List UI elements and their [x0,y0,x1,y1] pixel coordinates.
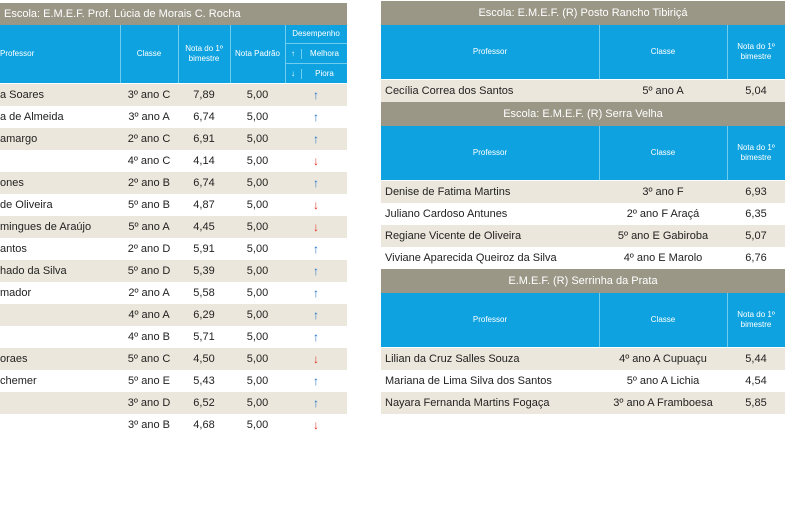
table-row [0,282,347,304]
table-row [381,348,785,370]
cell-nota-padrao: 5,00 [246,309,269,321]
cell-classe: 3º ano D [127,397,171,409]
cell-professor: mingues de Araújo [0,221,92,233]
arrow-up-icon: ↑ [313,396,319,410]
arrow-up-icon: ↑ [313,264,319,278]
table-row [381,247,785,269]
cell-professor: Viviane Aparecida Queiroz da Silva [385,252,557,264]
table-header [381,126,785,181]
cell-nota: 6,76 [745,252,767,264]
cell-nota-padrao: 5,00 [246,221,269,233]
arrow-up-icon: ↑ [313,132,319,146]
cell-classe: 5º ano A [642,85,684,97]
cell-nota: 5,44 [745,353,767,365]
cell-nota: 6,52 [193,397,215,409]
cell-professor: hado da Silva [0,265,67,277]
cell-professor: Denise de Fatima Martins [385,186,511,198]
cell-nota-padrao: 5,00 [246,353,269,365]
cell-classe: 5º ano B [128,199,170,211]
school-title: Escola: E.M.E.F. Prof. Lúcia de Morais C. Rocha [0,3,347,25]
school-block [381,1,785,102]
table-row [0,172,347,194]
cell-nota: 6,93 [745,186,767,198]
arrow-down-icon: ↓ [313,418,319,432]
table-header [381,25,785,80]
table-row [381,392,785,414]
table-row [0,304,347,326]
cell-classe: 5º ano D [127,265,171,277]
header-nota1: Nota do 1º bimestre [727,126,785,180]
cell-classe: 2º ano D [127,243,171,255]
cell-professor: Cecília Correa dos Santos [385,85,514,97]
arrow-up-icon: ↑ [313,110,319,124]
cell-nota: 5,85 [745,397,767,409]
header-nota1: Nota do 1º bimestre [727,293,785,347]
arrow-up-icon: ↑ [313,286,319,300]
cell-nota-padrao: 5,00 [246,199,269,211]
cell-professor [0,392,118,414]
cell-professor [0,414,118,436]
cell-professor [0,304,118,326]
table-row [381,225,785,247]
cell-nota-padrao: 5,00 [246,287,269,299]
header-professor: Professor [381,293,600,347]
header-classe: Classe [599,293,728,347]
cell-nota: 5,07 [745,230,767,242]
cell-nota: 5,39 [193,265,215,277]
table-header [381,293,785,348]
cell-nota-padrao: 5,00 [246,89,269,101]
cell-nota: 5,71 [193,331,215,343]
arrow-down-icon: ↓ [313,154,319,168]
cell-nota: 6,91 [193,133,215,145]
cell-professor: oraes [0,353,28,365]
table-row [0,128,347,150]
school-title: E.M.E.F. (R) Serrinha da Prata [381,269,785,293]
arrow-down-icon: ↓ [313,220,319,234]
cell-nota: 4,45 [193,221,215,233]
cell-professor: amargo [0,133,38,145]
cell-professor: ones [0,177,24,189]
cell-classe: 5º ano C [127,353,171,365]
header-classe: Classe [599,126,728,180]
header-professor: Professor [381,126,600,180]
header-classe: Classe [599,25,728,79]
cell-nota-padrao: 5,00 [246,111,269,123]
header-professor: Professor [381,25,600,79]
table-row [0,370,347,392]
cell-nota: 4,68 [193,419,215,431]
table-row [0,392,347,414]
cell-nota-padrao: 5,00 [246,243,269,255]
arrow-up-icon: ↑ [313,308,319,322]
table-row [0,260,347,282]
cell-professor [0,150,118,172]
cell-classe: 5º ano E [128,375,170,387]
cell-classe: 3º ano A [128,111,170,123]
cell-professor: a de Almeida [0,111,64,123]
cell-nota-padrao: 5,00 [246,331,269,343]
table-row [0,194,347,216]
header-nota1: Nota do 1º bimestre [178,25,231,83]
cell-classe: 3º ano F [642,186,684,198]
cell-professor: de Oliveira [0,199,53,211]
school-block [381,102,785,269]
arrow-down-icon: ↓ [313,352,319,366]
cell-professor: Juliano Cardoso Antunes [385,208,508,220]
desempenho-label: Desempenho [292,29,340,38]
cell-professor [0,326,118,348]
table-row [0,238,347,260]
school-title: Escola: E.M.E.F. (R) Serra Velha [381,102,785,126]
cell-professor: mador [0,287,32,299]
table-row [381,80,785,102]
cell-professor: Nayara Fernanda Martins Fogaça [385,397,550,409]
cell-classe: 5º ano A Lichia [626,375,700,387]
cell-classe: 4º ano A [128,309,170,321]
arrow-up-icon: ↑ [313,88,319,102]
school-block [381,269,785,414]
cell-nota: 6,74 [193,177,215,189]
cell-classe: 4º ano E Marolo [623,252,703,264]
table-body [0,84,347,436]
cell-classe: 3º ano B [128,419,170,431]
cell-nota-padrao: 5,00 [246,265,269,277]
arrow-up-icon: ↑ [313,330,319,344]
table-row [0,414,347,436]
table-row [381,203,785,225]
cell-nota: 4,50 [193,353,215,365]
cell-nota: 5,91 [193,243,215,255]
cell-nota-padrao: 5,00 [246,177,269,189]
cell-classe: 5º ano E Gabiroba [617,230,709,242]
cell-classe: 2º ano C [127,133,171,145]
cell-nota: 4,54 [745,375,767,387]
cell-nota: 5,58 [193,287,215,299]
piora-label: Piora [315,68,334,78]
cell-nota: 4,14 [193,155,215,167]
cell-nota-padrao: 5,00 [246,397,269,409]
arrow-up-icon: ↑ [313,242,319,256]
piora-row [285,63,347,83]
school-title: Escola: E.M.E.F. (R) Posto Rancho Tibiriçá [381,1,785,25]
cell-professor: Regiane Vicente de Oliveira [385,230,522,242]
up-arrow-icon: ↑ [285,49,302,59]
header-professor: Professor [0,25,121,83]
cell-classe: 3º ano A Framboesa [613,397,713,409]
table-row [0,348,347,370]
cell-nota: 6,74 [193,111,215,123]
cell-nota: 5,04 [745,85,767,97]
table-row [381,370,785,392]
cell-nota: 6,29 [193,309,215,321]
header-nota1: Nota do 1º bimestre [727,25,785,79]
melhora-row [285,43,347,63]
cell-nota: 6,35 [745,208,767,220]
cell-classe: 3º ano C [127,89,171,101]
header-desempenho [285,25,347,83]
table-row [0,150,347,172]
table-row [0,216,347,238]
cell-nota: 5,43 [193,375,215,387]
cell-classe: 5º ano A [128,221,170,233]
cell-professor: Lilian da Cruz Salles Souza [385,353,520,365]
right-school-tables [381,1,785,414]
cell-nota-padrao: 5,00 [246,375,269,387]
cell-classe: 4º ano B [128,331,170,343]
cell-professor: chemer [0,375,37,387]
cell-classe: 4º ano C [127,155,171,167]
table-row [0,106,347,128]
header-classe: Classe [120,25,179,83]
arrow-up-icon: ↑ [313,374,319,388]
header-nota-padrao: Nota Padrão [230,25,286,83]
table-row [0,84,347,106]
cell-nota-padrao: 5,00 [246,155,269,167]
melhora-label: Melhora [310,48,339,58]
cell-professor: a Soares [0,89,45,101]
arrow-down-icon: ↓ [313,198,319,212]
cell-classe: 2º ano A [128,287,170,299]
cell-nota: 7,89 [193,89,215,101]
cell-classe: 2º ano F Araçá [626,208,700,220]
cell-nota: 4,87 [193,199,215,211]
table-row [381,181,785,203]
arrow-up-icon: ↑ [313,176,319,190]
left-school-table [0,3,347,436]
cell-nota-padrao: 5,00 [246,419,269,431]
down-arrow-icon: ↓ [285,69,302,79]
cell-professor: Mariana de Lima Silva dos Santos [385,375,552,387]
table-header [0,25,347,84]
cell-nota-padrao: 5,00 [246,133,269,145]
cell-professor: antos [0,243,27,255]
cell-classe: 4º ano A Cupuaçu [619,353,707,365]
table-row [0,326,347,348]
cell-classe: 2º ano B [128,177,170,189]
